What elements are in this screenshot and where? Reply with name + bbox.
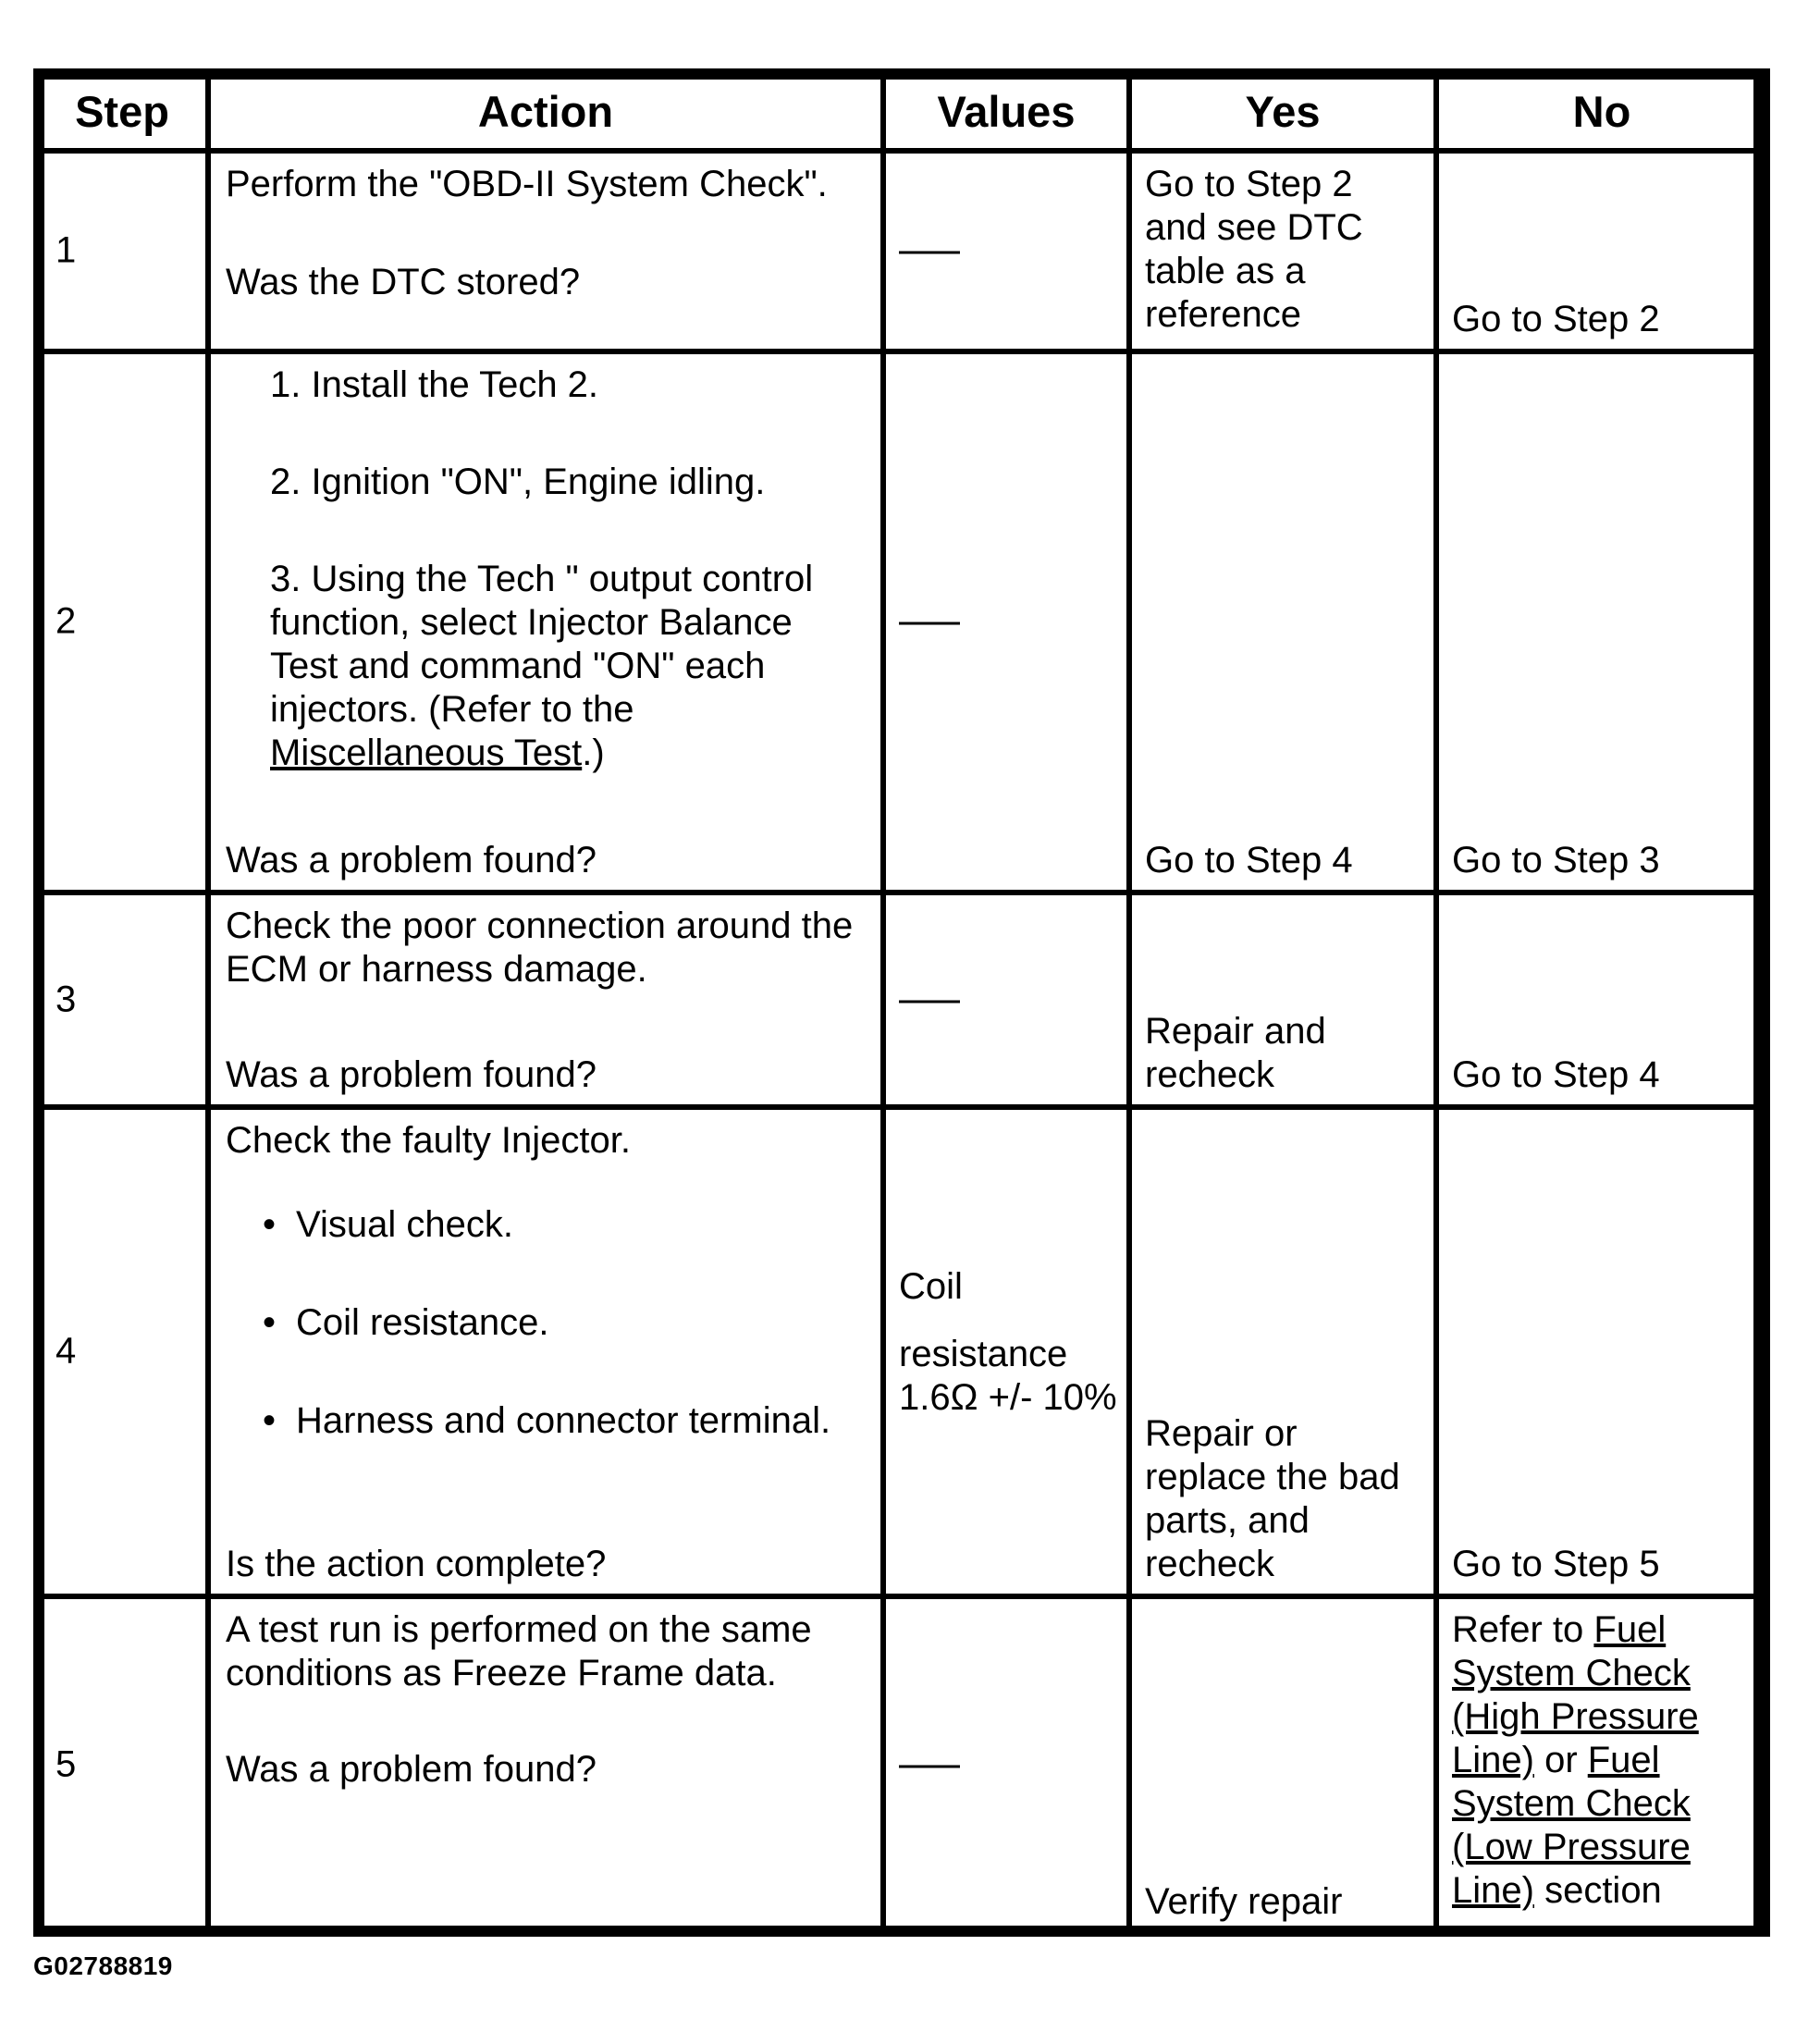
no-prefix: Refer to — [1452, 1608, 1594, 1650]
yes-text: Repair or replace the bad parts, and recheck — [1145, 1412, 1400, 1584]
coil-label: Coil — [899, 1265, 963, 1307]
fuel-system-check-high-pressure-link[interactable]: Fuel System Check (High Pressure Line) — [1452, 1608, 1699, 1780]
figure-id: G02788819 — [33, 1952, 173, 1980]
list-item: • Coil resistance. — [259, 1301, 866, 1345]
fuel-system-check-low-pressure-link[interactable]: Fuel System Check (Low Pressure Line) — [1452, 1739, 1691, 1911]
list-item: 1. Install the Tech 2. — [270, 363, 599, 405]
list-item: • Harness and connector terminal. — [259, 1399, 866, 1443]
no-suffix: section — [1533, 1869, 1662, 1911]
header-action: Action — [208, 71, 883, 151]
action-question: Was the DTC stored? — [226, 261, 581, 302]
link-suffix: .) — [582, 732, 605, 773]
header-yes: Yes — [1129, 71, 1436, 151]
action-text: Perform the "OBD-II System Check". — [226, 164, 828, 204]
action-question: Was a problem found? — [226, 839, 597, 880]
table-outer-border — [33, 68, 1765, 1937]
action-text: A test run is performed on the same conditions as Freeze Frame data. — [226, 1608, 812, 1693]
action-text: Check the faulty Injector. — [226, 1119, 632, 1161]
step-number: 2 — [55, 600, 77, 642]
list-item-text: 3. Using the Tech " output control function, select Injector Balance Test and command "ON" each injectors. (Refer to the — [270, 558, 814, 730]
step-number: 1 — [55, 229, 77, 271]
yes-text: Verify repair — [1145, 1881, 1343, 1922]
yes-text: Go to Step 4 — [1145, 839, 1353, 880]
no-text: Go to Step 3 — [1452, 839, 1660, 880]
action-question: Was a problem found? — [226, 1748, 597, 1790]
action-question: Was a problem found? — [226, 1053, 597, 1095]
step-number: 5 — [55, 1743, 77, 1785]
header-step: Step — [36, 71, 208, 151]
list-item: • Visual check. — [259, 1203, 866, 1247]
header-no: No — [1436, 71, 1767, 151]
resistance-spec: resistance 1.6Ω +/- 10% — [899, 1333, 1117, 1418]
yes-text: Go to Step 2 and see DTC table as a reference — [1145, 164, 1363, 335]
no-middle: or — [1533, 1739, 1588, 1780]
no-text: Go to Step 2 — [1452, 298, 1660, 339]
action-question: Is the action complete? — [226, 1543, 607, 1584]
no-text: Go to Step 4 — [1452, 1053, 1660, 1095]
no-text: Go to Step 5 — [1452, 1543, 1660, 1584]
action-text: Check the poor connection around the ECM or harness damage. — [226, 905, 854, 990]
header-values: Values — [883, 71, 1129, 151]
step-number: 4 — [55, 1330, 77, 1372]
list-item: 2. Ignition "ON", Engine idling. — [270, 461, 766, 502]
miscellaneous-test-link[interactable]: Miscellaneous Test — [270, 732, 583, 773]
yes-text: Repair and recheck — [1145, 1010, 1326, 1095]
step-number: 3 — [55, 979, 77, 1020]
